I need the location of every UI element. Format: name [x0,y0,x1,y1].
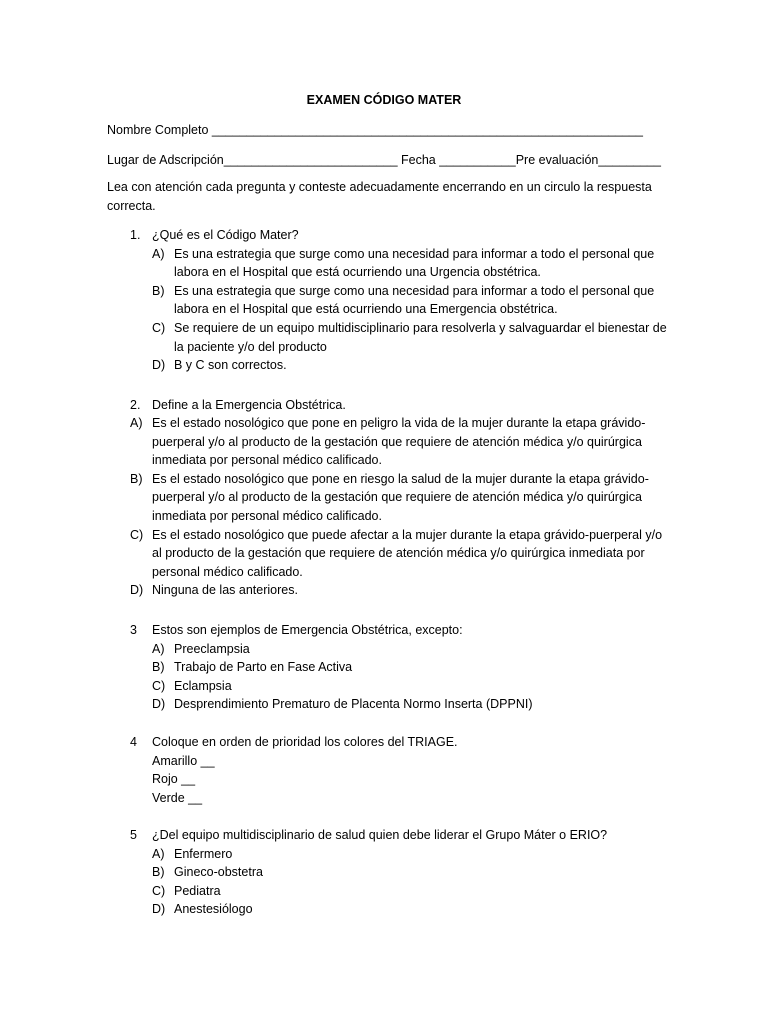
question-3-header [130,621,670,640]
option-label: D) [152,902,166,917]
question-number: 4 [130,735,137,749]
triage-color-line: Rojo __ [152,772,196,787]
option-a [152,245,670,282]
question-3 [130,621,670,714]
triage-color-line: Verde __ [152,790,203,805]
option-text: Es una estrategia que surge como una necesidad para informar a todo el personal que labora en el Hospital que está ocurriendo una Urgencia obstétrica. [174,246,655,280]
option-label: D) [152,358,166,373]
question-number: 3 [130,623,137,637]
option-d [152,356,670,375]
question-number: 5 [130,828,137,842]
option-b [152,658,670,677]
option-b [152,863,670,882]
option-d [130,581,670,600]
exam-title: EXAMEN CÓDIGO MATER [306,93,462,107]
option-a [130,414,670,470]
option-label: C) [152,883,166,898]
question-number: 1. [130,228,141,242]
option-a [152,845,670,864]
option-b [152,282,670,319]
option-a [152,640,670,659]
option-label: A) [152,246,165,261]
option-label: A) [130,416,143,430]
option-text: Pediatra [174,883,221,898]
name-field-line: Nombre Completo ______________________________________________________________ [107,123,643,137]
question-4 [130,733,670,807]
question-text: Coloque en orden de prioridad los colores del TRIAGE. [152,735,458,749]
instructions-text: Lea con atención cada pregunta y conteste adecuadamente encerrando en un circulo la respuesta correcta. [107,180,652,213]
option-text: Eclampsia [174,678,232,693]
question-number: 2. [130,398,141,412]
option-d [152,900,670,919]
place-date-field-line: Lugar de Adscripción_________________________ Fecha ___________Pre evaluación_________ [107,153,661,167]
option-label: B) [152,865,165,880]
triage-color-line: Amarillo __ [152,753,215,768]
question-5-header [130,826,670,845]
question-text: ¿Del equipo multidisciplinario de salud quien debe liderar el Grupo Máter o ERIO? [152,828,608,842]
option-text: Es una estrategia que surge como una necesidad para informar a todo el personal que labora en el Hospital que está ocurriendo una Emergencia obstétrica. [174,283,655,317]
option-text: Preeclampsia [174,641,250,656]
option-c [152,319,670,356]
option-text: Gineco-obstetra [174,865,263,880]
question-text: ¿Qué es el Código Mater? [152,228,299,242]
option-text: Enfermero [174,846,233,861]
option-label: B) [152,283,165,298]
option-label: C) [152,678,166,693]
option-text: Desprendimiento Prematuro de Placenta Normo Inserta (DPPNI) [174,697,533,712]
option-text: Es el estado nosológico que puede afectar a la mujer durante la etapa grávido-puerperal y/o al producto de la gestación que requiere de atención médica y/o quirúrgica inmediata por personal médico calificado. [152,527,663,579]
option-label: D) [152,697,166,712]
question-5 [130,826,670,919]
option-label: C) [130,527,144,542]
option-label: A) [152,846,165,861]
question-2-header [130,396,670,415]
option-text: Es el estado nosológico que pone en riesgo la salud de la mujer durante la etapa grávido-puerperal y/o al producto de la gestación que requiere de atención médica y/o quirúrgica inmediata por personal médico calificado. [152,471,649,523]
option-label: D) [130,583,144,598]
option-text: Se requiere de un equipo multidisciplinario para resolverla y salvaguardar el bienestar de la paciente y/o del producto [174,320,667,354]
option-b [130,470,670,526]
option-d [152,695,670,714]
option-text: Es el estado nosológico que pone en peligro la vida de la mujer durante la etapa grávido-puerperal y/o al producto de la gestación que requiere de atención médica y/o quirúrgica inmediata por personal médico calificado. [152,416,646,468]
option-text: Anestesiólogo [174,902,253,917]
option-label: B) [152,660,165,675]
option-text: B y C son correctos. [174,358,287,373]
question-1 [130,226,670,375]
option-label: B) [130,471,143,486]
option-c [152,677,670,696]
option-c [130,526,670,582]
option-text: Ninguna de las anteriores. [152,583,298,598]
question-1-header [130,226,670,245]
option-c [152,882,670,901]
question-text: Estos son ejemplos de Emergencia Obstétrica, excepto: [152,623,463,637]
question-2-options [130,414,670,600]
question-2 [130,396,670,415]
option-label: C) [152,320,166,335]
question-4-header [130,733,670,752]
option-label: A) [152,641,165,656]
option-text: Trabajo de Parto en Fase Activa [174,660,353,675]
question-text: Define a la Emergencia Obstétrica. [152,398,346,412]
